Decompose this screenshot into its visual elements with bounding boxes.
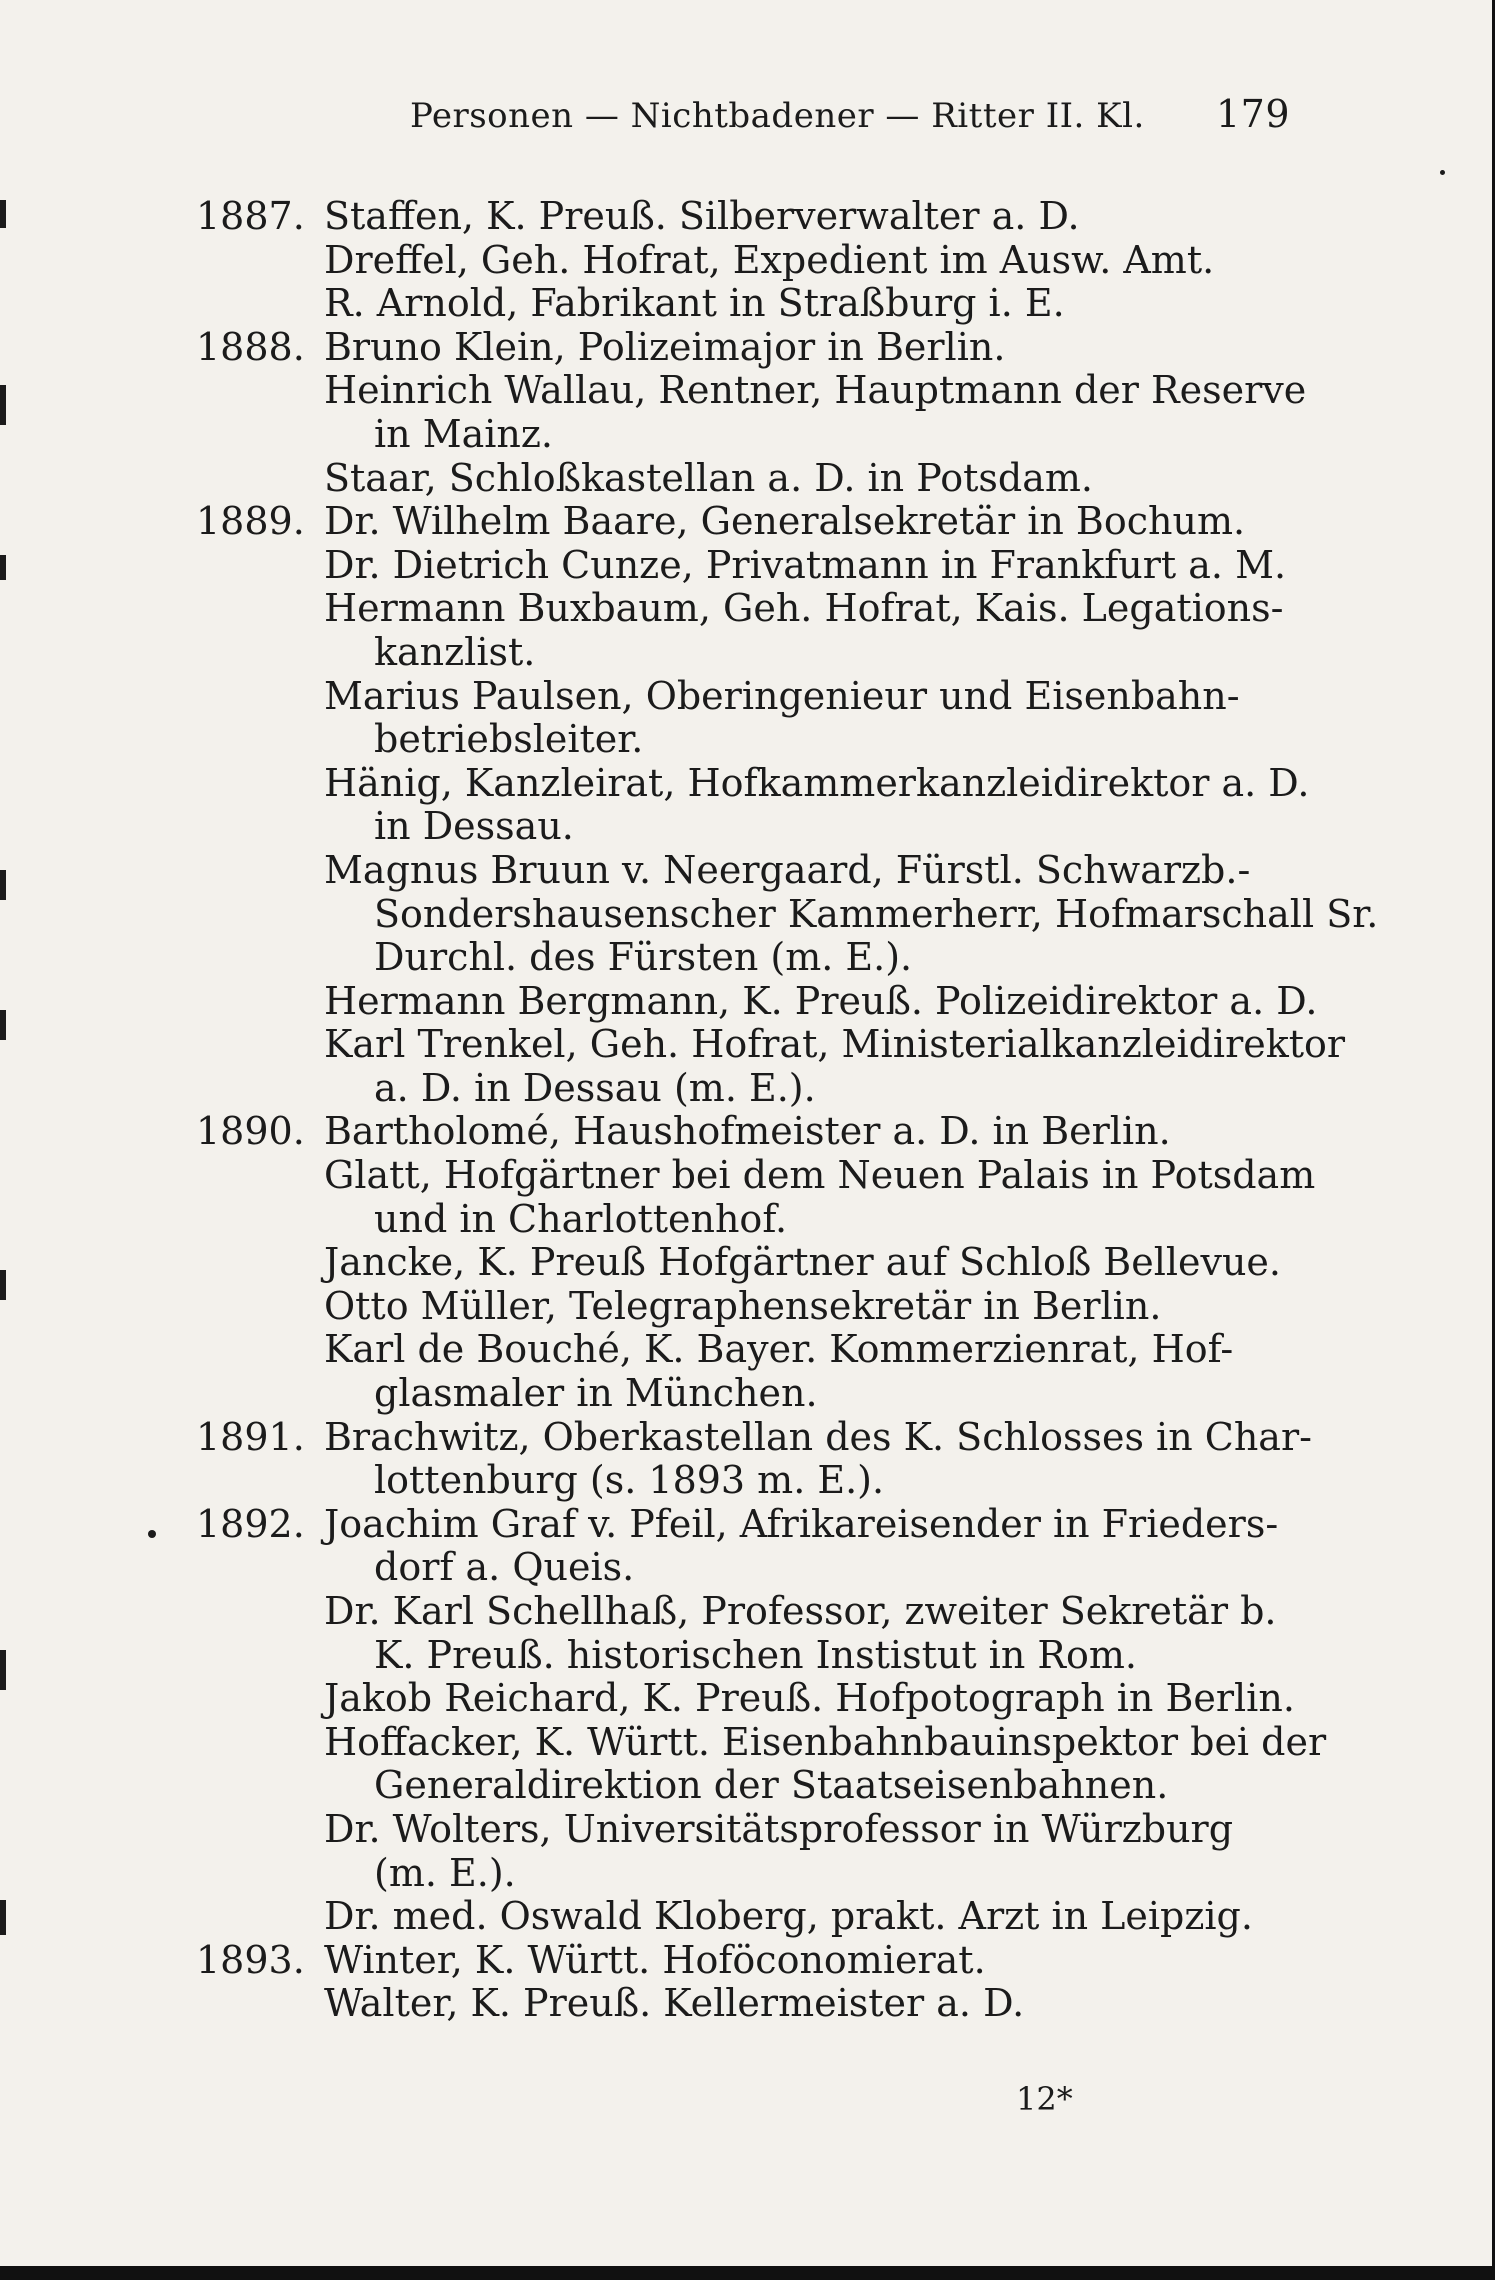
entry-text: K. Preuß. historischen Instistut in Rom. xyxy=(374,1632,1137,1677)
entry-line xyxy=(196,1895,1296,1939)
entry-year: 1889. xyxy=(196,499,305,544)
entry-line xyxy=(196,978,1318,1024)
entry-text: Brachwitz, Oberkastellan des K. Schlosses in Char- xyxy=(324,1414,1312,1459)
entry-line xyxy=(196,1198,1296,1242)
entry-text: Dr. Dietrich Cunze, Privatmann in Frankfurt a. M. xyxy=(324,542,1287,587)
entry-year: 1893. xyxy=(196,1937,305,1982)
entry-line xyxy=(196,1982,1296,2026)
entry-line xyxy=(196,587,1296,631)
entry-line xyxy=(196,368,1307,413)
scan-edge-mark xyxy=(0,870,6,900)
scan-edge-mark xyxy=(0,1650,6,1690)
entry-line xyxy=(196,1852,1296,1896)
entry-text: lottenburg (s. 1893 m. E.). xyxy=(374,1458,885,1503)
entry-line xyxy=(196,1719,1327,1765)
entry-text: in Mainz. xyxy=(374,411,553,456)
entry-text: Dr. med. Oswald Kloberg, prakt. Arzt in Leipzig. xyxy=(324,1894,1253,1939)
entry-line xyxy=(196,805,1296,849)
entry-year: 1888. xyxy=(196,324,305,369)
entry-text: Jakob Reichard, K. Preuß. Hofpotograph in Berlin. xyxy=(324,1676,1295,1721)
entry-line xyxy=(196,1067,1296,1111)
entry-text: Generaldirektion der Staatseisenbahnen. xyxy=(374,1763,1169,1808)
entry-text: Jancke, K. Preuß Hofgärtner auf Schloß Bellevue. xyxy=(324,1240,1281,1285)
entry-line xyxy=(196,1546,1296,1590)
scan-edge-mark xyxy=(0,385,6,425)
entry-year: 1891. xyxy=(196,1414,305,1459)
scan-edge-mark xyxy=(0,555,6,580)
entry-text: Glatt, Hofgärtner bei dem Neuen Palais in Potsdam xyxy=(324,1153,1316,1198)
entry-text: und in Charlottenhof. xyxy=(374,1196,788,1241)
entry-line xyxy=(196,1414,1312,1460)
entry-text: Dr. Karl Schellhaß, Professor, zweiter Sekretär b. xyxy=(324,1589,1277,1633)
entry-text: Magnus Bruun v. Neergaard, Fürstl. Schwarzb.- xyxy=(324,847,1251,892)
entry-year: 1892. xyxy=(196,1501,305,1546)
entry-text: Karl Trenkel, Geh. Hofrat, Ministerialkanzleidirektor xyxy=(324,1022,1346,1067)
entry-text: Marius Paulsen, Oberingenieur und Eisenbahn- xyxy=(324,673,1240,718)
entry-line xyxy=(196,849,1296,893)
entry-line xyxy=(196,1939,1296,1983)
entry-text: Dr. Wilhelm Baare, Generalsekretär in Bochum. xyxy=(324,499,1246,544)
scan-dot xyxy=(1440,170,1445,175)
entry-text: kanzlist. xyxy=(374,629,536,674)
entry-text: Hermann Buxbaum, Geh. Hofrat, Kais. Legations- xyxy=(324,586,1284,631)
entry-year: 1887. xyxy=(196,194,305,238)
entry-text: glasmaler in München. xyxy=(374,1371,818,1416)
entry-text: a. D. in Dessau (m. E.). xyxy=(374,1065,816,1110)
entry-text: Heinrich Wallau, Rentner, Hauptmann der Reserve xyxy=(324,368,1307,413)
entry-line xyxy=(196,239,1296,283)
entry-text: betriebsleiter. xyxy=(374,717,644,762)
printer-signature: 12* xyxy=(1016,2080,1073,2118)
entry-text: R. Arnold, Fabrikant in Straßburg i. E. xyxy=(324,281,1065,326)
entry-line xyxy=(196,1372,1296,1416)
entry-text: (m. E.). xyxy=(374,1850,516,1895)
entry-year: 1890. xyxy=(196,1109,305,1154)
header-title: Personen — Nichtbadener — Ritter II. Kl. xyxy=(410,96,1145,136)
entry-line xyxy=(196,675,1296,719)
entry-line xyxy=(196,326,1296,370)
scan-edge-mark xyxy=(0,200,6,228)
entry-line xyxy=(196,936,1296,980)
entry-line xyxy=(196,1285,1296,1329)
entry-text: Sondershausenscher Kammerherr, Hofmarschall Sr. xyxy=(374,891,1379,936)
entry-text: dorf a. Queis. xyxy=(374,1545,635,1590)
entry-line xyxy=(196,891,1379,937)
entry-line xyxy=(196,1022,1346,1067)
entry-line xyxy=(196,631,1296,675)
scan-dot xyxy=(148,1530,156,1538)
entry-text: Staar, Schloßkastellan a. D. in Potsdam. xyxy=(324,455,1093,500)
entry-line xyxy=(196,457,1296,501)
entry-line xyxy=(196,1634,1296,1678)
entry-text: in Dessau. xyxy=(374,804,574,849)
entry-text: Bruno Klein, Polizeimajor in Berlin. xyxy=(324,324,1006,369)
entry-line xyxy=(196,1764,1296,1808)
scan-edge-mark xyxy=(0,1010,6,1040)
entry-text: Durchl. des Fürsten (m. E.). xyxy=(374,935,913,980)
entry-line xyxy=(196,1153,1316,1198)
entry-text: Dr. Wolters, Universitätsprofessor in Würzburg xyxy=(324,1806,1234,1851)
entry-text: Bartholomé, Haushofmeister a. D. in Berlin. xyxy=(324,1109,1171,1154)
entry-text: Staffen, K. Preuß. Silberverwalter a. D. xyxy=(324,194,1080,238)
entry-list xyxy=(196,194,1379,2026)
running-header xyxy=(410,92,1290,142)
entry-line xyxy=(196,195,1296,239)
entry-line xyxy=(196,1110,1296,1154)
entry-text: Hänig, Kanzleirat, Hofkammerkanzleidirektor a. D. xyxy=(324,760,1310,805)
entry-line xyxy=(196,544,1296,588)
entry-text: Hermann Bergmann, K. Preuß. Polizeidirektor a. D. xyxy=(324,978,1318,1023)
entry-text: Karl de Bouché, K. Bayer. Kommerzienrat, Hof- xyxy=(324,1327,1234,1372)
entry-line xyxy=(196,1503,1296,1547)
entry-line xyxy=(196,760,1310,806)
entry-line xyxy=(196,718,1296,762)
entry-line xyxy=(196,282,1296,326)
entry-text: Otto Müller, Telegraphensekretär in Berlin. xyxy=(324,1283,1162,1328)
entry-line xyxy=(196,1241,1296,1285)
entry-line xyxy=(196,1459,1296,1503)
entry-line xyxy=(196,500,1296,544)
entry-text: Dreffel, Geh. Hofrat, Expedient im Ausw. Amt. xyxy=(324,237,1215,282)
entry-text: Hoffacker, K. Württ. Eisenbahnbauinspektor bei der xyxy=(324,1719,1327,1764)
entry-text: Walter, K. Preuß. Kellermeister a. D. xyxy=(324,1981,1025,2026)
entry-line xyxy=(196,413,1296,457)
page-number: 179 xyxy=(1215,92,1290,136)
entry-line xyxy=(196,1808,1296,1852)
scan-edge-mark xyxy=(0,1270,6,1300)
entry-text: Winter, K. Württ. Hoföconomierat. xyxy=(324,1937,986,1982)
scan-bottom-edge xyxy=(0,2266,1495,2280)
scan-edge-mark xyxy=(0,1900,6,1935)
entry-line xyxy=(196,1590,1296,1634)
entry-line xyxy=(196,1328,1296,1372)
entry-line xyxy=(196,1677,1296,1721)
entry-text: Joachim Graf v. Pfeil, Afrikareisender in Frieders- xyxy=(324,1501,1279,1546)
